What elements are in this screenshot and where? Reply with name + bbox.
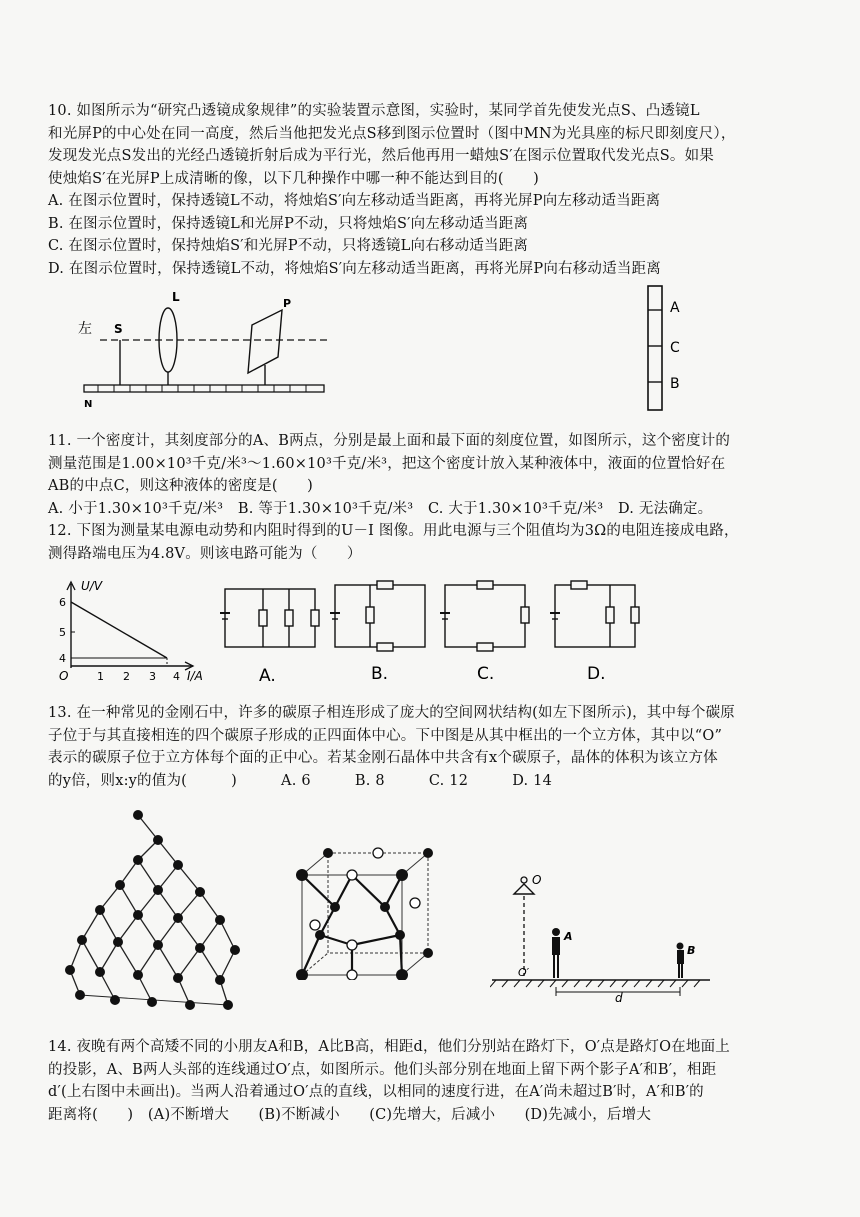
q10-stem-line: 和光屏P的中心处在同一高度，然后当他把发光点S移到图示位置时（图中MN为光具座的标尺即刻度尺）， xyxy=(48,125,736,142)
ruler-mn xyxy=(84,385,324,392)
x-tick-2: 2 xyxy=(123,670,130,683)
q10-option-c: C. 在图示位置时，保持烛焰S′和光屏P不动，只将透镜L向右移动适当距离 xyxy=(48,238,529,254)
q10-option-a: A. 在图示位置时，保持透镜L不动，将烛焰S′向左移动适当距离，再将光屏P向左移动适当距离 xyxy=(48,193,661,209)
ground-hatch xyxy=(490,980,700,987)
circuit-label-d: D. xyxy=(587,664,606,684)
question-10 xyxy=(48,100,838,280)
q11-stem-line: AB的中点C，则这种液体的密度是( ) xyxy=(48,478,314,494)
x-tick-3: 3 xyxy=(149,670,156,683)
q14-stem-line: d′(上右图中未画出)。当两人沿着通过O′点的直线，以相同的速度行进，在A′尚未超过B′时，A′和B′的 xyxy=(48,1084,704,1100)
circuit-label-a: A. xyxy=(259,666,276,685)
lens-label: L xyxy=(172,290,180,304)
optical-bench-figure xyxy=(70,285,330,415)
screen-label: P xyxy=(283,297,292,310)
lamp-icon xyxy=(514,884,534,894)
q14-stem-line: 14. 夜晚有两个高矮不同的小朋友A和B，A比B高，相距d，他们分别站在路灯下，O′点是路灯O在地面上 xyxy=(48,1039,730,1055)
q10-option-b: B. 在图示位置时，保持透镜L和光屏P不动，只将烛焰S′向左移动适当距离 xyxy=(48,215,529,232)
lamp-label: O xyxy=(532,873,542,887)
y-tick-6: 6 xyxy=(59,596,66,609)
label-a: A xyxy=(670,300,680,316)
unit-cell-figure xyxy=(290,845,440,980)
person-a-icon xyxy=(552,928,560,978)
source-label: S xyxy=(114,322,123,336)
circuit-a xyxy=(220,589,319,647)
circuit-d xyxy=(550,581,639,647)
q10-stem-line: 使烛焰S′在光屏P上成清晰的像，以下几种操作中哪一种不能达到目的( ) xyxy=(48,170,539,187)
q12-stem-line: 12. 下图为测量某电源电动势和内阻时得到的U－I 图像。用此电源与三个阻值均为3Ω的电阻连接成电路， xyxy=(48,523,739,539)
question-14 xyxy=(48,1036,838,1126)
x-tick-1: 1 xyxy=(97,670,104,683)
q13-stem-line: 13. 在一种常见的金刚石中，许多的碳原子相连形成了庞大的空间网状结构(如左下图所示)，其中每个碳原 xyxy=(48,705,735,721)
x-axis-label: I/A xyxy=(187,669,203,683)
circuit-diagrams xyxy=(215,575,655,685)
projection-label: O′ xyxy=(518,966,530,979)
q13-stem-line: 表示的碳原子位于立方体每个面的正中心。若某金刚石晶体中共含有x个碳原子，晶体的体积为该立方体 xyxy=(48,750,718,766)
q10-option-d: D. 在图示位置时，保持透镜L不动，将烛焰S′向左移动适当距离，再将光屏P向右移动适当距离 xyxy=(48,260,661,277)
q10-stem-line: 10. 如图所示为“研究凸透镜成象规律”的实验装置示意图，实验时，某同学首先使发光点S、凸透镜L xyxy=(48,103,700,119)
q11-stem-line: 11. 一个密度计，其刻度部分的A、B两点，分别是最上面和最下面的刻度位置，如图所示，这个密度计的 xyxy=(48,433,731,449)
question-12 xyxy=(48,520,838,565)
light-screen xyxy=(248,310,282,373)
street-lamp-figure xyxy=(490,868,715,1003)
label-c: C xyxy=(670,340,680,356)
left-label: 左 xyxy=(78,321,92,337)
densimeter-figure xyxy=(640,282,700,414)
distance-label: d xyxy=(615,991,623,1003)
person-b-icon xyxy=(677,943,685,979)
u-i-line xyxy=(71,602,167,658)
q11-stem-line: 测量范围是1.00×10³千克/米³～1.60×10³千克/米³，把这个密度计放入某种液体中，液面的位置恰好在 xyxy=(48,455,726,472)
q13-stem-line: 子位于与其直接相连的四个碳原子形成的正四面体中心。下中图是从其中框出的一个立方体，其中以“O” xyxy=(48,727,723,744)
q11-options: A. 小于1.30×10³千克/米³ B. 等于1.30×10³千克/米³ C. 大于1.30×10³千克/米³ D. 无法确定。 xyxy=(48,500,713,517)
ruler-label: N xyxy=(84,399,93,410)
q14-stem-line: 的投影，A、B两人头部的连线通过O′点，如图所示。他们头部分别在地面上留下两个影子A′和B′，相距 xyxy=(48,1061,717,1078)
q13-stem-line: 的y倍，则x:y的值为( ) A. 6 B. 8 C. 12 D. 14 xyxy=(48,772,552,789)
question-13 xyxy=(48,702,838,792)
densimeter-stem xyxy=(648,286,662,410)
circuit-c xyxy=(440,581,529,651)
lamp-bulb-icon xyxy=(521,877,527,883)
label-b: B xyxy=(670,376,680,392)
q10-stem-line: 发现发光点S发出的光经凸透镜折射后成为平行光，然后他再用一蜡烛S′在图示位置取代发光点S。如果 xyxy=(48,148,714,164)
y-tick-5: 5 xyxy=(59,626,66,639)
origin-label: O xyxy=(59,669,69,683)
x-tick-4: 4 xyxy=(173,670,180,683)
q14-stem-line: 距离将( ) (A)不断增大 (B)不断减小 (C)先增大，后减小 (D)先减小，后增大 xyxy=(48,1106,652,1123)
u-i-graph xyxy=(55,578,215,684)
y-axis-label: U/V xyxy=(81,579,103,593)
q12-stem-line: 测得路端电压为4.8V。则该电路可能为（ ） xyxy=(48,545,362,562)
circuit-label-c: C. xyxy=(477,664,495,684)
diamond-lattice-figure xyxy=(60,800,250,1015)
ruler-ticks xyxy=(98,385,306,392)
person-a-label: A xyxy=(564,930,573,943)
person-b-label: B xyxy=(687,944,696,957)
question-11 xyxy=(48,430,838,520)
circuit-label-b: B. xyxy=(371,664,389,684)
y-tick-4: 4 xyxy=(59,652,66,665)
circuit-b xyxy=(330,581,425,651)
